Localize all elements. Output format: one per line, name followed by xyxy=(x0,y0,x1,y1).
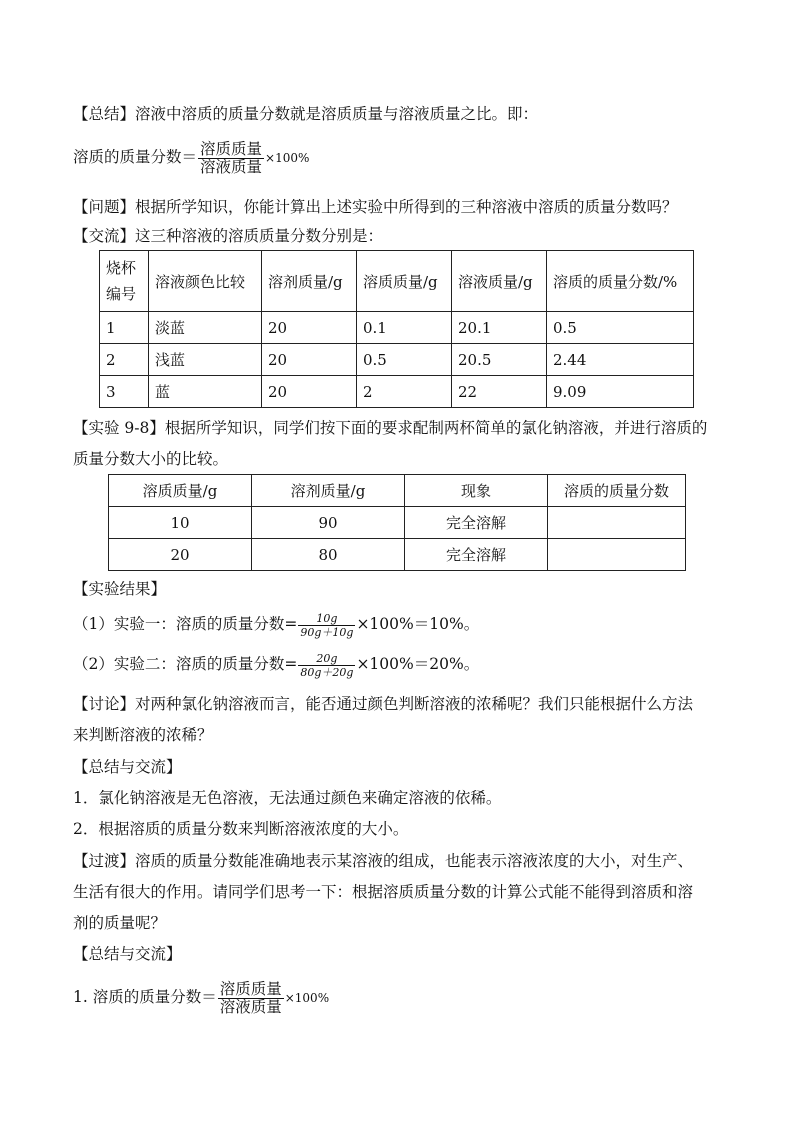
experiment-text-1: 根据所学知识，同学们按下面的要求配制两杯简单的氯化钠溶液，并进行溶质的 xyxy=(164,419,708,437)
table-cell: 10 xyxy=(109,507,252,539)
result-exp2-line xyxy=(73,648,479,680)
exchange-label: 【交流】 xyxy=(73,227,136,245)
transition-line-3 xyxy=(73,913,166,933)
table-cell: 完全溶解 xyxy=(405,507,548,539)
transition-text-1: 溶质的质量分数能准确地表示某溶液的组成，也能表示溶液浓度的大小，对生产、 xyxy=(135,852,694,870)
header-line: 烧杯 xyxy=(106,259,137,277)
table-cell: 90 xyxy=(252,507,405,539)
table-cell: 80 xyxy=(252,539,405,571)
discussion-label: 【讨论】 xyxy=(73,695,136,713)
table-cell: 22 xyxy=(452,376,547,408)
summary3-numerator: 溶质质量 xyxy=(219,979,282,998)
exp1-fraction xyxy=(298,612,355,639)
summary3-tail: ×100% xyxy=(284,991,330,1005)
table-header-cell: 现象 xyxy=(405,475,548,507)
table-row xyxy=(100,344,694,376)
result-label-line xyxy=(73,579,166,599)
summary3-formula-line xyxy=(73,978,329,1017)
discussion-text-2: 来判断溶液的浓稀？ xyxy=(73,726,213,744)
summary2-label: 【总结与交流】 xyxy=(73,758,182,776)
table-cell: 0.5 xyxy=(357,344,452,376)
formula-tail: ×100% xyxy=(265,151,310,165)
summary-text: 溶液中溶质的质量分数就是溶质质量与溶液质量之比。即： xyxy=(135,105,539,123)
result-label: 【实验结果】 xyxy=(73,580,167,598)
summary2-label-line xyxy=(73,757,182,777)
transition-label: 【过渡】 xyxy=(73,852,136,870)
table-cell: 20 xyxy=(262,312,357,344)
table-cell: 淡蓝 xyxy=(149,312,262,344)
table-header-cell: 溶质质量/g xyxy=(109,475,252,507)
experiment-line-1 xyxy=(73,418,707,438)
table-cell: 20 xyxy=(109,539,252,571)
table-header-cell: 溶液颜色比较 xyxy=(149,251,262,312)
table-cell: 完全溶解 xyxy=(405,539,548,571)
experiment-label: 【实验 9-8】 xyxy=(73,419,165,437)
table-cell: 2.44 xyxy=(547,344,694,376)
table-cell: 20.1 xyxy=(452,312,547,344)
table-header-cell xyxy=(100,251,149,312)
exp2-fraction xyxy=(298,652,355,679)
table-cell: 20.5 xyxy=(452,344,547,376)
exp2-numerator: 20g xyxy=(298,652,355,666)
formula-numerator: 溶质质量 xyxy=(200,139,263,158)
table-cell: 浅蓝 xyxy=(149,344,262,376)
summary3-denominator: 溶液质量 xyxy=(219,997,282,1016)
table-cell: 1 xyxy=(100,312,149,344)
question-line xyxy=(73,197,678,217)
table-cell: 3 xyxy=(100,376,149,408)
exp1-prefix: （1）实验一：溶质的质量分数= xyxy=(73,615,298,633)
transition-line-1 xyxy=(73,851,693,871)
table-header-row xyxy=(109,475,686,507)
table-header-cell: 溶质的质量分数/% xyxy=(547,251,694,312)
discussion-text-1: 对两种氯化钠溶液而言，能否通过颜色判断溶液的浓稀呢？我们只能根据什么方法 xyxy=(135,695,694,713)
summary2-item-text: 2．根据溶质的质量分数来判断溶液浓度的大小。 xyxy=(73,820,409,838)
solution-table xyxy=(99,250,694,408)
discussion-line-1 xyxy=(73,694,693,714)
transition-text-2: 生活有很大的作用。请同学们思考一下：根据溶质质量分数的计算公式能不能得到溶质和溶 xyxy=(73,883,694,901)
exchange-line xyxy=(73,226,383,246)
discussion-line-2 xyxy=(73,725,213,745)
summary3-formula-lhs: 1. 溶质的质量分数＝ xyxy=(73,988,217,1006)
summary2-item-text: 1．氯化钠溶液是无色溶液，无法通过颜色来确定溶液的依稀。 xyxy=(73,789,502,807)
exp2-tail: ×100%＝20%。 xyxy=(356,655,480,673)
question-label: 【问题】 xyxy=(73,198,136,216)
question-text: 根据所学知识，你能计算出上述实验中所得到的三种溶液中溶质的质量分数吗？ xyxy=(135,198,678,216)
table-cell: 0.5 xyxy=(547,312,694,344)
table-header-cell: 溶液质量/g xyxy=(452,251,547,312)
transition-line-2 xyxy=(73,882,693,902)
table-header-row xyxy=(100,251,694,312)
summary3-fraction xyxy=(218,981,284,1016)
result-exp1-line xyxy=(73,608,479,640)
table-cell: 2 xyxy=(100,344,149,376)
formula-line xyxy=(73,138,309,177)
exp1-numerator: 10g xyxy=(298,612,355,626)
summary-label: 【总结】 xyxy=(73,105,136,123)
table-cell: 0.1 xyxy=(357,312,452,344)
exp2-prefix: （2）实验二：溶质的质量分数= xyxy=(73,655,298,673)
summary-line xyxy=(73,104,538,124)
table-header-cell: 溶剂质量/g xyxy=(262,251,357,312)
table-cell xyxy=(548,539,686,571)
table-header-cell: 溶质的质量分数 xyxy=(548,475,686,507)
table-cell: 2 xyxy=(357,376,452,408)
formula-fraction xyxy=(198,141,264,176)
exp1-tail: ×100%＝10%。 xyxy=(356,615,480,633)
transition-text-3: 剂的质量呢？ xyxy=(73,914,167,932)
table-cell: 20 xyxy=(262,344,357,376)
table-row xyxy=(100,376,694,408)
summary2-item-2 xyxy=(73,819,408,839)
table-header-cell: 溶剂质量/g xyxy=(252,475,405,507)
table-cell: 9.09 xyxy=(547,376,694,408)
formula-denominator: 溶液质量 xyxy=(200,157,263,176)
summary3-label: 【总结与交流】 xyxy=(73,945,182,963)
exp1-denominator: 90g＋10g xyxy=(300,625,354,639)
table-header-cell: 溶质质量/g xyxy=(357,251,452,312)
exchange-text: 这三种溶液的溶质质量分数分别是： xyxy=(135,227,384,245)
table-cell: 蓝 xyxy=(149,376,262,408)
table-cell: 20 xyxy=(262,376,357,408)
experiment-line-2 xyxy=(73,449,228,469)
exp2-denominator: 80g＋20g xyxy=(300,665,354,679)
experiment-text-2: 质量分数大小的比较。 xyxy=(73,450,229,468)
table-cell xyxy=(548,507,686,539)
summary3-label-line xyxy=(73,944,182,964)
table-row xyxy=(109,507,686,539)
table-row xyxy=(109,539,686,571)
experiment-table xyxy=(108,474,686,571)
table-row xyxy=(100,312,694,344)
formula-lhs: 溶质的质量分数＝ xyxy=(73,148,198,166)
summary2-item-1 xyxy=(73,788,501,808)
header-line: 编号 xyxy=(106,285,137,303)
